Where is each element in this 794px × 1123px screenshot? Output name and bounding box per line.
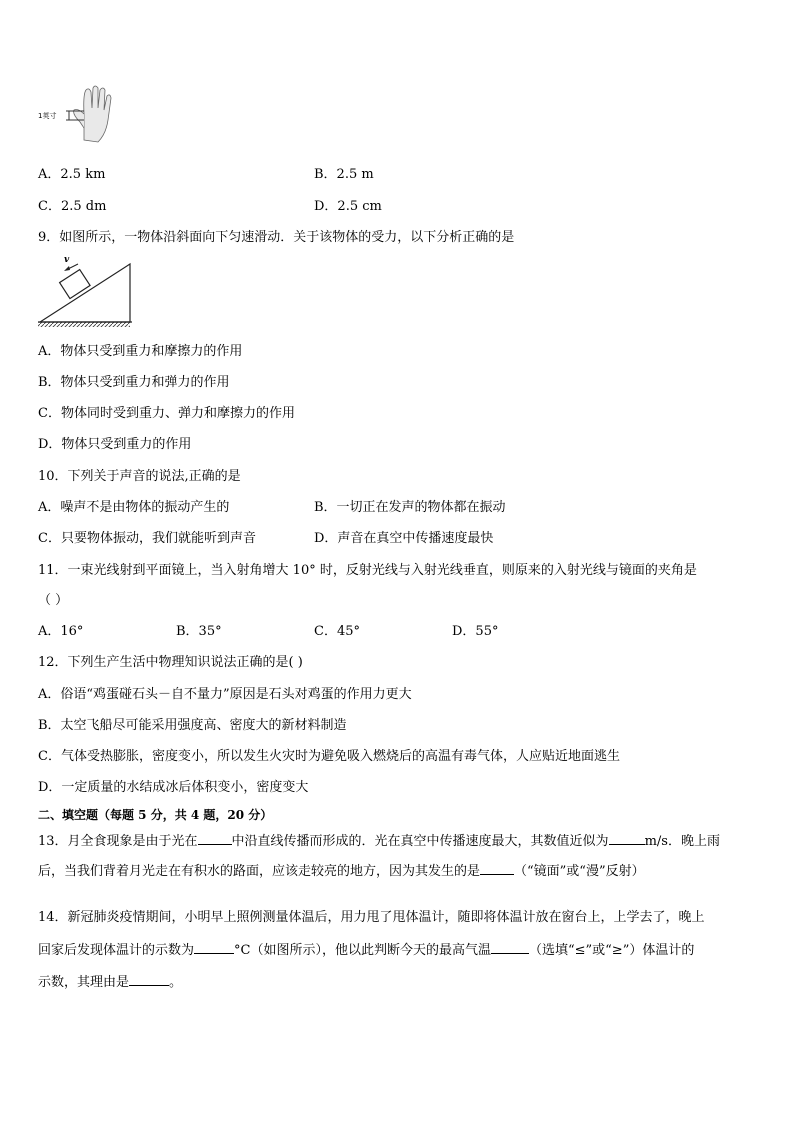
- q13-blank-1: [198, 832, 232, 845]
- q12-option-c: C．气体受热膨胀，密度变小，所以发生火灾时为避免吸入燃烧后的高温有毒气体，人应贴近地面逃生: [38, 749, 620, 764]
- q14-text-2: 回家后发现体温计的示数为: [38, 943, 195, 958]
- q11-option-c: C．45°: [314, 624, 360, 639]
- q8-option-b: B．2.5 m: [314, 167, 374, 182]
- q14-text-5: 示数，其理由是: [38, 975, 130, 990]
- q10-option-d: D．声音在真空中传播速度最快: [314, 531, 494, 546]
- q14-line-3: [38, 973, 182, 992]
- q12-stem: 12．下列生产生活中物理知识说法正确的是( ): [38, 655, 303, 670]
- q9-option-a: A．物体只受到重力和摩擦力的作用: [38, 344, 243, 359]
- incline-figure: [36, 256, 136, 330]
- q11-option-a: A．16°: [38, 624, 84, 639]
- q14-line-1: 14．新冠肺炎疫情期间，小明早上照例测量体温后，用力甩了甩体温计，随即将体温计放在窗台上，上学去了，晚上: [38, 910, 705, 925]
- incline-diagram-icon: [36, 256, 136, 330]
- q10-option-b: B．一切正在发声的物体都在振动: [314, 500, 506, 515]
- q13-text-5: （“镜面”或“漫”反射）: [514, 864, 645, 879]
- q14-text-6: 。: [169, 975, 183, 990]
- q11-stem: 11．一束光线射到平面镜上，当入射角增大 10° 时，反射光线与入射光线垂直，则原来的入射光线与镜面的夹角是: [38, 563, 697, 578]
- q13-blank-3: [480, 862, 514, 875]
- section-2-title: 二、填空题（每题 5 分，共 4 题，20 分）: [38, 808, 273, 822]
- q13-text-4: 后，当我们背着月光走在有积水的路面，应该走较亮的地方，因为其发生的是: [38, 864, 481, 879]
- q10-option-a: A．噪声不是由物体的振动产生的: [38, 500, 230, 515]
- hand-figure-label: 1英寸: [38, 112, 57, 120]
- q14-text-4: （选填“≤”或“≥”）体温计的: [528, 943, 695, 958]
- q13-text-2: 中沿直线传播而形成的．光在真空中传播速度最大，其数值近似为: [231, 834, 609, 849]
- q13-text-1: 13．月全食现象是由于光在: [38, 834, 198, 849]
- q11-option-b: B．35°: [176, 624, 222, 639]
- q8-option-a: A．2.5 km: [38, 167, 106, 182]
- q14-blank-3: [129, 973, 169, 986]
- q9-option-c: C．物体同时受到重力、弹力和摩擦力的作用: [38, 406, 295, 421]
- q14-text-3: °C（如图所示），他以此判断今天的最高气温: [234, 943, 491, 958]
- q13-line-2: [38, 862, 645, 881]
- q14-blank-1: [194, 941, 234, 954]
- q9-option-d: D．物体只受到重力的作用: [38, 437, 192, 452]
- q12-option-d: D．一定质量的水结成冰后体积变小，密度变大: [38, 780, 309, 795]
- q14-blank-2: [491, 941, 529, 954]
- q13-blank-2: [609, 832, 645, 845]
- q12-option-a: A．俗语“鸡蛋碰石头－自不量力”原因是石头对鸡蛋的作用力更大: [38, 687, 412, 702]
- q10-stem: 10．下列关于声音的说法,正确的是: [38, 469, 241, 484]
- q11-option-d: D．55°: [452, 624, 499, 639]
- q12-option-b: B．太空飞船尽可能采用强度高、密度大的新材料制造: [38, 718, 347, 733]
- q11-stem-paren: （ ）: [38, 593, 69, 608]
- velocity-label: v: [64, 255, 70, 265]
- q9-option-b: B．物体只受到重力和弹力的作用: [38, 375, 230, 390]
- q14-line-2: [38, 941, 694, 960]
- q13-text-3: m/s．晚上雨: [644, 834, 720, 849]
- q8-option-c: C．2.5 dm: [38, 199, 107, 214]
- hand-figure: [36, 84, 116, 146]
- q9-stem: 9．如图所示，一物体沿斜面向下匀速滑动．关于该物体的受力，以下分析正确的是: [38, 230, 515, 245]
- q8-option-d: D．2.5 cm: [314, 199, 382, 214]
- q10-option-c: C．只要物体振动，我们就能听到声音: [38, 531, 256, 546]
- q13-line-1: [38, 832, 720, 851]
